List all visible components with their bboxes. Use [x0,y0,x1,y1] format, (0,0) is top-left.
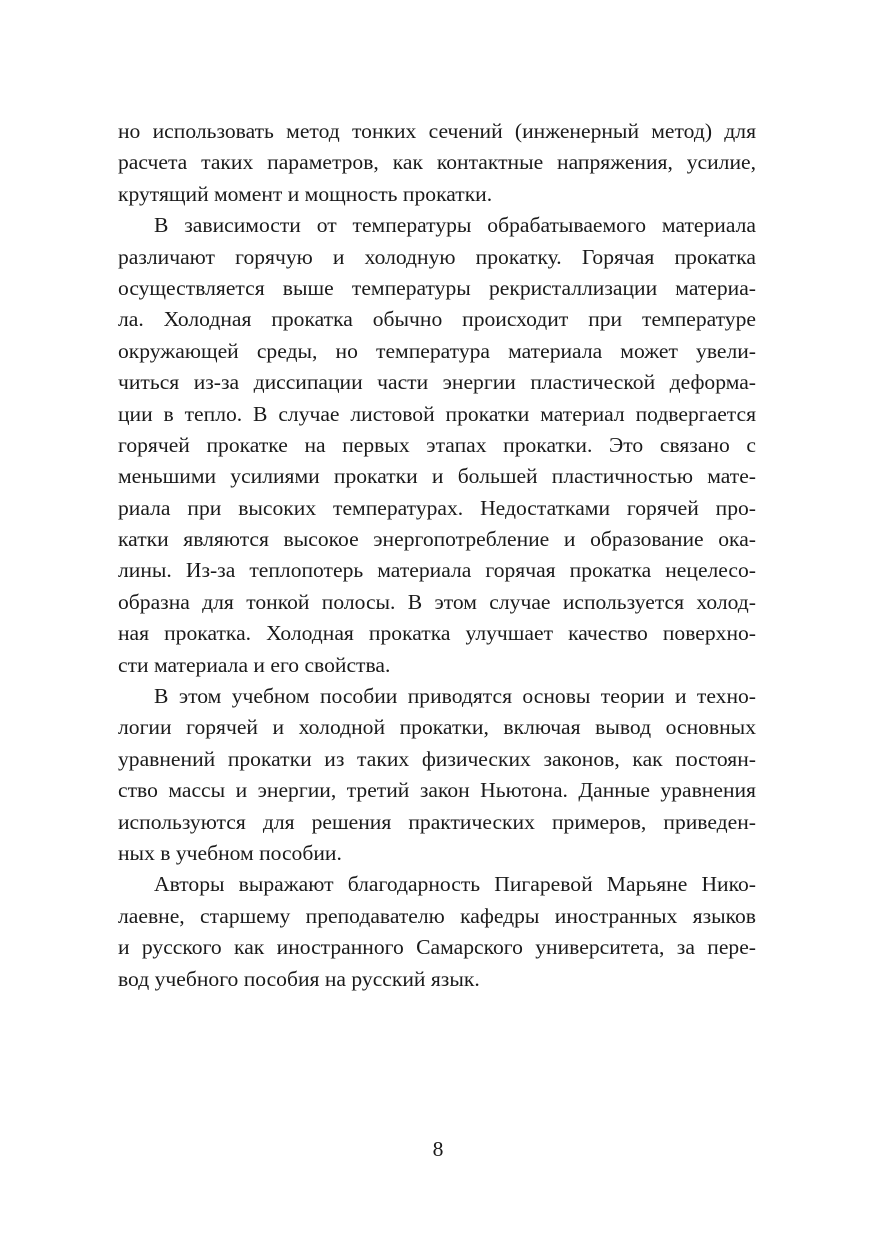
text-line: ная прокатка. Холодная прокатка улучшает качество поверхно- [118,621,756,646]
paragraph-3 [118,681,756,869]
paragraph-1 [118,116,756,210]
text-line: используются для решения практических примеров, приведен- [118,809,756,834]
text-line: образна для тонкой полосы. В этом случае используется холод- [118,589,756,614]
text-line: ции в тепло. В случае листовой прокатки материал подвергается [118,401,756,426]
paragraph-4 [118,869,756,995]
text-line: катки являются высокое энергопотребление и образование ока- [118,527,756,552]
text-line: вод учебного пособия на русский язык. [118,966,480,991]
text-line: различают горячую и холодную прокатку. Горячая прокатка [118,244,756,269]
text-line: В зависимости от температуры обрабатываемого материала [154,213,756,238]
text-line: В этом учебном пособии приводятся основы теории и техно- [154,684,756,709]
text-line: ных в учебном пособии. [118,840,342,865]
text-line: читься из-за диссипации части энергии пластической деформа- [118,370,756,395]
text-line: но использовать метод тонких сечений (инженерный метод) для [118,119,756,143]
text-line: лины. Из-за теплопотерь материала горячая прокатка нецелесо- [118,558,756,583]
text-line: риала при высоких температурах. Недостатками горячей про- [118,495,756,520]
text-line: расчета таких параметров, как контактные напряжения, усилие, [118,150,756,175]
text-line: логии горячей и холодной прокатки, включая вывод основных [118,715,756,740]
text-line: меньшими усилиями прокатки и большей пластичностью мате- [118,464,756,489]
text-line: ла. Холодная прокатка обычно происходит при температуре [118,307,756,332]
text-line: крутящий момент и мощность прокатки. [118,181,493,206]
page-number: 8 [432,1137,444,1161]
text-line: осуществляется выше температуры рекристаллизации материа- [118,275,756,300]
text-line: уравнений прокатки из таких физических законов, как постоян- [118,746,756,771]
text-line: сти материала и его свойства. [118,652,391,677]
text-line: окружающей среды, но температура материала может увели- [118,338,756,363]
paragraph-2 [118,210,756,681]
text-line: и русского как иностранного Самарского университета, за пере- [118,935,756,960]
body-text [118,116,756,995]
text-line: ство массы и энергии, третий закон Ньютона. Данные уравнения [118,778,756,803]
text-line: Авторы выражают благодарность Пигаревой Марьяне Нико- [154,872,756,897]
text-line: горячей прокатке на первых этапах прокатки. Это связано с [118,432,756,457]
text-line: лаевне, старшему преподавателю кафедры иностранных языков [118,903,756,928]
